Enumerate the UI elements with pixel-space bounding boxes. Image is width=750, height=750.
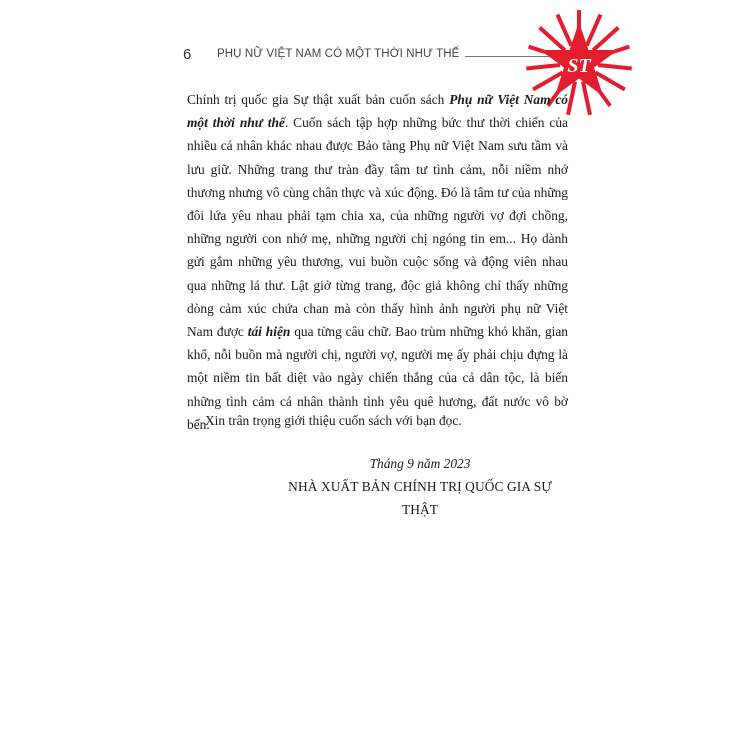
signature-date: Tháng 9 năm 2023: [369, 456, 471, 471]
signature-publisher: NHÀ XUẤT BẢN CHÍNH TRỊ QUỐC GIA SỰ THẬT: [288, 479, 552, 517]
running-title: PHỤ NỮ VIỆT NAM CÓ MỘT THỜI NHƯ THẾ: [217, 48, 460, 60]
logo-monogram: ST: [567, 55, 591, 77]
page-number: 6: [183, 45, 192, 63]
paragraph-end: qua từng câu chữ. Bao trùm những khó khăn, gian khổ, nỗi buồn mà người chị, người vợ, người mẹ ấy phải chịu đựng là một niềm tin bất diệt vào ngày chiến thắng của cả dân tộc, là biến những tình cảm cá nhân thành tình yêu quê hương, đất nước vô bờ bến.: [187, 324, 569, 432]
paragraph-middle: . Cuốn sách tập hợp những bức thư thời chiến của nhiều cá nhân khác nhau được Bảo tàng Phụ nữ Việt Nam sưu tầm và lưu giữ. Những trang thư tràn đầy tâm tư tình cảm, nỗi niềm nhớ thương nhưng vô cùng chân thực và xúc động. Đó là tâm tư của những đôi lứa yêu nhau phải tạm chia xa, của những người vợ đợi chồng, những người con nhớ mẹ, những người chị ngóng tin em... Họ dành gửi gắm những yêu thương, vui buồn cuộc sống và động viên nhau qua những lá thư. Lật giở từng trang, độc giả không chỉ thấy những dòng cảm xúc chứa chan mà còn thấy hình ảnh người phụ nữ Việt Nam được: [187, 115, 568, 340]
signature-block: [270, 452, 570, 521]
page-header: [183, 44, 573, 64]
emphasis-text: tái hiện: [247, 324, 291, 340]
intro-paragraph: [187, 88, 568, 436]
closing-line: Xin trân trọng giới thiệu cuốn sách với bạn đọc.: [205, 413, 462, 428]
paragraph-start: Chính trị quốc gia Sự thật xuất bản cuốn sách: [187, 92, 450, 107]
book-title: Phụ nữ Việt Nam có một thời như thế: [187, 92, 568, 131]
